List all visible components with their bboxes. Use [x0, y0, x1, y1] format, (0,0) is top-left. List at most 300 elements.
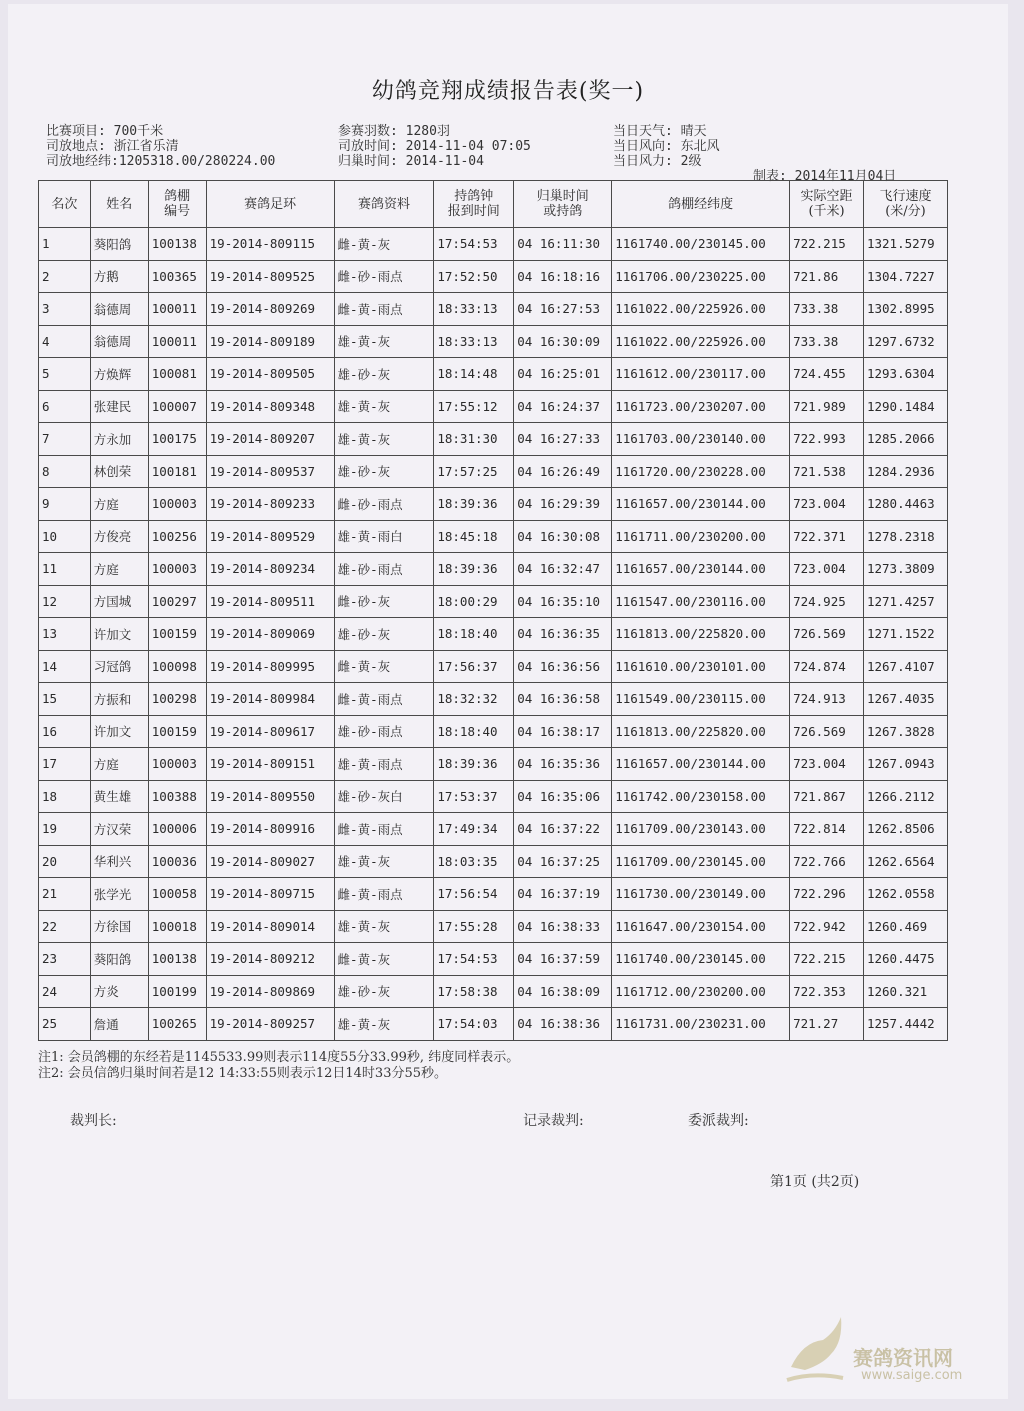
- speed-cell: 1267.4107: [863, 650, 947, 683]
- coords-cell: 1161740.00/230145.00: [612, 228, 790, 261]
- name-cell: 方国城: [90, 585, 148, 618]
- column-header: 鸽棚经纬度: [612, 181, 790, 228]
- rank-cell: 13: [39, 618, 91, 651]
- speed-cell: 1271.1522: [863, 618, 947, 651]
- report-title: 幼鸽竞翔成绩报告表(奖一): [371, 79, 645, 104]
- distance-cell: 726.569: [790, 618, 864, 651]
- distance-cell: 722.942: [790, 910, 864, 943]
- distance-cell: 724.925: [790, 585, 864, 618]
- clock-time-cell: 17:54:03: [434, 1008, 514, 1041]
- name-cell: 方徐国: [90, 910, 148, 943]
- assigned-judge-label: 委派裁判:: [688, 1113, 749, 1129]
- rank-cell: 10: [39, 520, 91, 553]
- coords-cell: 1161813.00/225820.00: [612, 715, 790, 748]
- name-cell: 方俊亮: [90, 520, 148, 553]
- pigeon-info-cell: 雌-黄-灰: [334, 650, 434, 683]
- table-row: [39, 943, 948, 976]
- coords-cell: 1161720.00/230228.00: [612, 455, 790, 488]
- return-time-cell: 04 16:29:39: [514, 488, 612, 521]
- name-cell: 方汉荣: [90, 813, 148, 846]
- rank-cell: 9: [39, 488, 91, 521]
- coords-cell: 1161709.00/230143.00: [612, 813, 790, 846]
- rank-cell: 8: [39, 455, 91, 488]
- pigeon-info-cell: 雄-砂-灰: [334, 455, 434, 488]
- rank-cell: 25: [39, 1008, 91, 1041]
- coords-cell: 1161657.00/230144.00: [612, 488, 790, 521]
- rank-cell: 12: [39, 585, 91, 618]
- clock-time-cell: 18:14:48: [434, 358, 514, 391]
- speed-cell: 1267.4035: [863, 683, 947, 716]
- release-coords: 司放地经纬:1205318.00/280224.00: [46, 154, 276, 169]
- clock-time-cell: 18:45:18: [434, 520, 514, 553]
- name-cell: 方永加: [90, 423, 148, 456]
- loft-id-cell: 100003: [148, 553, 206, 586]
- loft-id-cell: 100003: [148, 488, 206, 521]
- rank-cell: 23: [39, 943, 91, 976]
- column-header: 实际空距 (千米): [790, 181, 864, 228]
- table-row: [39, 358, 948, 391]
- speed-cell: 1280.4463: [863, 488, 947, 521]
- coords-cell: 1161657.00/230144.00: [612, 748, 790, 781]
- name-cell: 许加文: [90, 715, 148, 748]
- name-cell: 方庭: [90, 553, 148, 586]
- distance-cell: 722.353: [790, 975, 864, 1008]
- return-time-cell: 04 16:26:49: [514, 455, 612, 488]
- pigeon-info-cell: 雄-黄-雨点: [334, 748, 434, 781]
- speed-cell: 1293.6304: [863, 358, 947, 391]
- loft-id-cell: 100159: [148, 618, 206, 651]
- distance-cell: 723.004: [790, 748, 864, 781]
- speed-cell: 1262.0558: [863, 878, 947, 911]
- table-row: [39, 748, 948, 781]
- name-cell: 林创荣: [90, 455, 148, 488]
- ring-cell: 19-2014-809550: [206, 780, 334, 813]
- loft-id-cell: 100181: [148, 455, 206, 488]
- column-header: 飞行速度 (米/分): [863, 181, 947, 228]
- loft-id-cell: 100003: [148, 748, 206, 781]
- clock-time-cell: 17:55:12: [434, 390, 514, 423]
- coords-cell: 1161549.00/230115.00: [612, 683, 790, 716]
- speed-cell: 1278.2318: [863, 520, 947, 553]
- coords-cell: 1161610.00/230101.00: [612, 650, 790, 683]
- distance-cell: 726.569: [790, 715, 864, 748]
- return-time-cell: 04 16:24:37: [514, 390, 612, 423]
- column-header: 名次: [39, 181, 91, 228]
- return-time-cell: 04 16:37:25: [514, 845, 612, 878]
- distance-cell: 721.989: [790, 390, 864, 423]
- clock-time-cell: 18:39:36: [434, 748, 514, 781]
- pigeon-info-cell: 雌-黄-雨点: [334, 683, 434, 716]
- name-cell: 许加文: [90, 618, 148, 651]
- ring-cell: 19-2014-809525: [206, 260, 334, 293]
- rank-cell: 17: [39, 748, 91, 781]
- pigeon-info-cell: 雄-砂-灰: [334, 975, 434, 1008]
- speed-cell: 1266.2112: [863, 780, 947, 813]
- return-time-cell: 04 16:38:33: [514, 910, 612, 943]
- coords-cell: 1161612.00/230117.00: [612, 358, 790, 391]
- clock-time-cell: 18:32:32: [434, 683, 514, 716]
- coords-cell: 1161711.00/230200.00: [612, 520, 790, 553]
- table-row: [39, 520, 948, 553]
- pigeon-info-cell: 雌-黄-灰: [334, 943, 434, 976]
- clock-time-cell: 17:55:28: [434, 910, 514, 943]
- rank-cell: 24: [39, 975, 91, 1008]
- rank-cell: 14: [39, 650, 91, 683]
- rank-cell: 21: [39, 878, 91, 911]
- speed-cell: 1262.6564: [863, 845, 947, 878]
- ring-cell: 19-2014-809617: [206, 715, 334, 748]
- loft-id-cell: 100018: [148, 910, 206, 943]
- coords-cell: 1161731.00/230231.00: [612, 1008, 790, 1041]
- return-time-cell: 04 16:27:33: [514, 423, 612, 456]
- table-row: [39, 585, 948, 618]
- loft-id-cell: 100175: [148, 423, 206, 456]
- pigeon-info-cell: 雄-黄-灰: [334, 845, 434, 878]
- pigeon-info-cell: 雄-黄-灰: [334, 325, 434, 358]
- distance-cell: 721.27: [790, 1008, 864, 1041]
- return-time-cell: 04 16:35:06: [514, 780, 612, 813]
- loft-id-cell: 100006: [148, 813, 206, 846]
- speed-cell: 1271.4257: [863, 585, 947, 618]
- ring-cell: 19-2014-809511: [206, 585, 334, 618]
- distance-cell: 722.215: [790, 943, 864, 976]
- loft-id-cell: 100297: [148, 585, 206, 618]
- coords-cell: 1161712.00/230200.00: [612, 975, 790, 1008]
- coords-cell: 1161703.00/230140.00: [612, 423, 790, 456]
- ring-cell: 19-2014-809348: [206, 390, 334, 423]
- speed-cell: 1260.321: [863, 975, 947, 1008]
- distance-cell: 722.215: [790, 228, 864, 261]
- table-row: [39, 618, 948, 651]
- pigeon-info-cell: 雄-黄-灰: [334, 390, 434, 423]
- pigeon-info-cell: 雄-黄-灰: [334, 423, 434, 456]
- pigeon-info-cell: 雄-砂-灰: [334, 618, 434, 651]
- notes: [38, 1050, 519, 1082]
- speed-cell: 1321.5279: [863, 228, 947, 261]
- table-row: [39, 780, 948, 813]
- clock-time-cell: 17:53:37: [434, 780, 514, 813]
- name-cell: 方振和: [90, 683, 148, 716]
- table-row: [39, 813, 948, 846]
- return-time-cell: 04 16:35:36: [514, 748, 612, 781]
- rank-cell: 19: [39, 813, 91, 846]
- pigeon-info-cell: 雄-砂-雨点: [334, 553, 434, 586]
- return-time-cell: 04 16:36:56: [514, 650, 612, 683]
- pigeon-info-cell: 雌-黄-雨点: [334, 293, 434, 326]
- release-time: 司放时间: 2014-11-04 07:05: [338, 139, 531, 154]
- loft-id-cell: 100011: [148, 325, 206, 358]
- table-row: [39, 325, 948, 358]
- name-cell: 方焕辉: [90, 358, 148, 391]
- loft-id-cell: 100081: [148, 358, 206, 391]
- distance-cell: 724.913: [790, 683, 864, 716]
- name-cell: 翁德周: [90, 325, 148, 358]
- report-sheet: [8, 4, 1008, 1399]
- distance-cell: 722.993: [790, 423, 864, 456]
- meta-column-left: [46, 124, 275, 169]
- coords-cell: 1161740.00/230145.00: [612, 943, 790, 976]
- pigeon-info-cell: 雌-砂-雨点: [334, 488, 434, 521]
- pigeon-info-cell: 雌-黄-灰: [334, 228, 434, 261]
- table-row: [39, 650, 948, 683]
- name-cell: 方鹅: [90, 260, 148, 293]
- return-time-cell: 04 16:27:53: [514, 293, 612, 326]
- release-place: 司放地点: 浙江省乐清: [46, 139, 179, 154]
- loft-id-cell: 100036: [148, 845, 206, 878]
- name-cell: 翁德周: [90, 293, 148, 326]
- clock-time-cell: 18:18:40: [434, 715, 514, 748]
- name-cell: 詹通: [90, 1008, 148, 1041]
- speed-cell: 1304.7227: [863, 260, 947, 293]
- coords-cell: 1161657.00/230144.00: [612, 553, 790, 586]
- ring-cell: 19-2014-809027: [206, 845, 334, 878]
- distance-cell: 722.371: [790, 520, 864, 553]
- speed-cell: 1284.2936: [863, 455, 947, 488]
- table-row: [39, 910, 948, 943]
- ring-cell: 19-2014-809505: [206, 358, 334, 391]
- speed-cell: 1290.1484: [863, 390, 947, 423]
- note-1: 注1: 会员鸽棚的东经若是1145533.99则表示114度55分33.99秒, 纬度同样表示。: [38, 1050, 520, 1065]
- clock-time-cell: 18:39:36: [434, 488, 514, 521]
- ring-cell: 19-2014-809537: [206, 455, 334, 488]
- rank-cell: 15: [39, 683, 91, 716]
- column-header: 赛鸽足环: [206, 181, 334, 228]
- rank-cell: 5: [39, 358, 91, 391]
- distance-cell: 722.814: [790, 813, 864, 846]
- table-row: [39, 715, 948, 748]
- name-cell: 华利兴: [90, 845, 148, 878]
- distance-cell: 724.455: [790, 358, 864, 391]
- name-cell: 方庭: [90, 748, 148, 781]
- loft-id-cell: 100298: [148, 683, 206, 716]
- chief-judge-label: 裁判长:: [70, 1113, 117, 1129]
- note-2: 注2: 会员信鸽归巢时间若是12 14:33:55则表示12日14时33分55秒。: [38, 1066, 448, 1081]
- speed-cell: 1262.8506: [863, 813, 947, 846]
- name-cell: 方炎: [90, 975, 148, 1008]
- name-cell: 黄生雄: [90, 780, 148, 813]
- table-row: [39, 228, 948, 261]
- clock-time-cell: 18:33:13: [434, 325, 514, 358]
- clock-time-cell: 17:57:25: [434, 455, 514, 488]
- recorder-judge-label: 记录裁判:: [523, 1113, 584, 1129]
- ring-cell: 19-2014-809715: [206, 878, 334, 911]
- return-time-cell: 04 16:30:08: [514, 520, 612, 553]
- rank-cell: 1: [39, 228, 91, 261]
- speed-cell: 1260.4475: [863, 943, 947, 976]
- speed-cell: 1260.469: [863, 910, 947, 943]
- speed-cell: 1267.0943: [863, 748, 947, 781]
- coords-cell: 1161647.00/230154.00: [612, 910, 790, 943]
- rank-cell: 16: [39, 715, 91, 748]
- coords-cell: 1161709.00/230145.00: [612, 845, 790, 878]
- pigeon-info-cell: 雄-黄-灰: [334, 910, 434, 943]
- ring-cell: 19-2014-809916: [206, 813, 334, 846]
- distance-cell: 724.874: [790, 650, 864, 683]
- table-row: [39, 293, 948, 326]
- return-time-cell: 04 16:37:59: [514, 943, 612, 976]
- table-row: [39, 683, 948, 716]
- loft-id-cell: 100256: [148, 520, 206, 553]
- watermark-name: 赛鸽资讯网: [853, 1346, 953, 1370]
- return-time-cell: 04 16:38:17: [514, 715, 612, 748]
- loft-id-cell: 100365: [148, 260, 206, 293]
- table-row: [39, 1008, 948, 1041]
- name-cell: 张建民: [90, 390, 148, 423]
- weather: 当日天气: 晴天: [613, 124, 707, 139]
- table-row: [39, 455, 948, 488]
- clock-time-cell: 17:52:50: [434, 260, 514, 293]
- ring-cell: 19-2014-809529: [206, 520, 334, 553]
- return-time-cell: 04 16:25:01: [514, 358, 612, 391]
- pigeon-info-cell: 雄-砂-灰白: [334, 780, 434, 813]
- return-time-cell: 04 16:32:47: [514, 553, 612, 586]
- loft-id-cell: 100138: [148, 943, 206, 976]
- loft-id-cell: 100138: [148, 228, 206, 261]
- distance-cell: 721.538: [790, 455, 864, 488]
- meta-column-middle: [338, 124, 531, 169]
- coords-cell: 1161730.00/230149.00: [612, 878, 790, 911]
- table-row: [39, 845, 948, 878]
- ring-cell: 19-2014-809189: [206, 325, 334, 358]
- pigeon-info-cell: 雌-黄-雨点: [334, 878, 434, 911]
- ring-cell: 19-2014-809233: [206, 488, 334, 521]
- clock-time-cell: 18:18:40: [434, 618, 514, 651]
- loft-id-cell: 100058: [148, 878, 206, 911]
- distance-cell: 733.38: [790, 293, 864, 326]
- clock-time-cell: 18:33:13: [434, 293, 514, 326]
- ring-cell: 19-2014-809014: [206, 910, 334, 943]
- return-time: 归巢时间: 2014-11-04: [338, 154, 484, 169]
- return-time-cell: 04 16:38:09: [514, 975, 612, 1008]
- rank-cell: 18: [39, 780, 91, 813]
- name-cell: 习冠鸽: [90, 650, 148, 683]
- table-row: [39, 975, 948, 1008]
- meta-column-right: [613, 124, 720, 169]
- return-time-cell: 04 16:37:19: [514, 878, 612, 911]
- pigeon-info-cell: 雄-黄-雨白: [334, 520, 434, 553]
- ring-cell: 19-2014-809151: [206, 748, 334, 781]
- table-row: [39, 878, 948, 911]
- name-cell: 葵阳鸽: [90, 228, 148, 261]
- ring-cell: 19-2014-809257: [206, 1008, 334, 1041]
- wind-force: 当日风力: 2级: [613, 154, 702, 169]
- coords-cell: 1161742.00/230158.00: [612, 780, 790, 813]
- pigeon-info-cell: 雌-砂-灰: [334, 585, 434, 618]
- coords-cell: 1161547.00/230116.00: [612, 585, 790, 618]
- ring-cell: 19-2014-809269: [206, 293, 334, 326]
- column-header: 鸽棚 编号: [148, 181, 206, 228]
- table-row: [39, 488, 948, 521]
- rank-cell: 11: [39, 553, 91, 586]
- table-body: [39, 228, 948, 1041]
- table-header-row: [39, 181, 948, 228]
- watermark: [783, 1312, 1003, 1392]
- return-time-cell: 04 16:18:16: [514, 260, 612, 293]
- distance-cell: 723.004: [790, 553, 864, 586]
- wind-direction: 当日风向: 东北风: [613, 139, 720, 154]
- ring-cell: 19-2014-809212: [206, 943, 334, 976]
- rank-cell: 2: [39, 260, 91, 293]
- ring-cell: 19-2014-809995: [206, 650, 334, 683]
- ring-cell: 19-2014-809869: [206, 975, 334, 1008]
- return-time-cell: 04 16:38:36: [514, 1008, 612, 1041]
- speed-cell: 1273.3809: [863, 553, 947, 586]
- coords-cell: 1161706.00/230225.00: [612, 260, 790, 293]
- ring-cell: 19-2014-809234: [206, 553, 334, 586]
- clock-time-cell: 17:54:53: [434, 943, 514, 976]
- loft-id-cell: 100388: [148, 780, 206, 813]
- rank-cell: 4: [39, 325, 91, 358]
- clock-time-cell: 18:03:35: [434, 845, 514, 878]
- coords-cell: 1161723.00/230207.00: [612, 390, 790, 423]
- name-cell: 葵阳鸽: [90, 943, 148, 976]
- pigeon-info-cell: 雌-砂-雨点: [334, 260, 434, 293]
- return-time-cell: 04 16:30:09: [514, 325, 612, 358]
- column-header: 持鸽钟 报到时间: [434, 181, 514, 228]
- speed-cell: 1257.4442: [863, 1008, 947, 1041]
- speed-cell: 1302.8995: [863, 293, 947, 326]
- return-time-cell: 04 16:36:35: [514, 618, 612, 651]
- column-header: 赛鸽资料: [334, 181, 434, 228]
- rank-cell: 7: [39, 423, 91, 456]
- clock-time-cell: 18:31:30: [434, 423, 514, 456]
- distance-cell: 723.004: [790, 488, 864, 521]
- distance-cell: 721.86: [790, 260, 864, 293]
- speed-cell: 1285.2066: [863, 423, 947, 456]
- rank-cell: 6: [39, 390, 91, 423]
- column-header: 归巢时间 或持鸽: [514, 181, 612, 228]
- distance-cell: 722.296: [790, 878, 864, 911]
- rank-cell: 20: [39, 845, 91, 878]
- clock-time-cell: 17:58:38: [434, 975, 514, 1008]
- speed-cell: 1267.3828: [863, 715, 947, 748]
- table-row: [39, 390, 948, 423]
- clock-time-cell: 17:56:54: [434, 878, 514, 911]
- distance-cell: 733.38: [790, 325, 864, 358]
- ring-cell: 19-2014-809984: [206, 683, 334, 716]
- coords-cell: 1161813.00/225820.00: [612, 618, 790, 651]
- table-row: [39, 260, 948, 293]
- column-header: 姓名: [90, 181, 148, 228]
- table-row: [39, 553, 948, 586]
- pigeon-info-cell: 雌-黄-雨点: [334, 813, 434, 846]
- name-cell: 方庭: [90, 488, 148, 521]
- distance-cell: 722.766: [790, 845, 864, 878]
- loft-id-cell: 100159: [148, 715, 206, 748]
- coords-cell: 1161022.00/225926.00: [612, 293, 790, 326]
- loft-id-cell: 100098: [148, 650, 206, 683]
- table-row: [39, 423, 948, 456]
- loft-id-cell: 100011: [148, 293, 206, 326]
- page-number: 第1页 (共2页): [770, 1174, 860, 1190]
- return-time-cell: 04 16:36:58: [514, 683, 612, 716]
- pigeon-info-cell: 雄-砂-雨点: [334, 715, 434, 748]
- pigeon-info-cell: 雄-黄-灰: [334, 1008, 434, 1041]
- pigeon-info-cell: 雄-砂-灰: [334, 358, 434, 391]
- return-time-cell: 04 16:11:30: [514, 228, 612, 261]
- watermark-url: www.saige.com: [861, 1368, 963, 1383]
- race-item: 比赛项目: 700千米: [46, 124, 164, 139]
- pigeon-logo-icon: [783, 1312, 853, 1387]
- loft-id-cell: 100199: [148, 975, 206, 1008]
- ring-cell: 19-2014-809069: [206, 618, 334, 651]
- clock-time-cell: 18:39:36: [434, 553, 514, 586]
- clock-time-cell: 17:49:34: [434, 813, 514, 846]
- speed-cell: 1297.6732: [863, 325, 947, 358]
- made-date: 制表: 2014年11月04日: [753, 169, 897, 184]
- clock-time-cell: 17:54:53: [434, 228, 514, 261]
- distance-cell: 721.867: [790, 780, 864, 813]
